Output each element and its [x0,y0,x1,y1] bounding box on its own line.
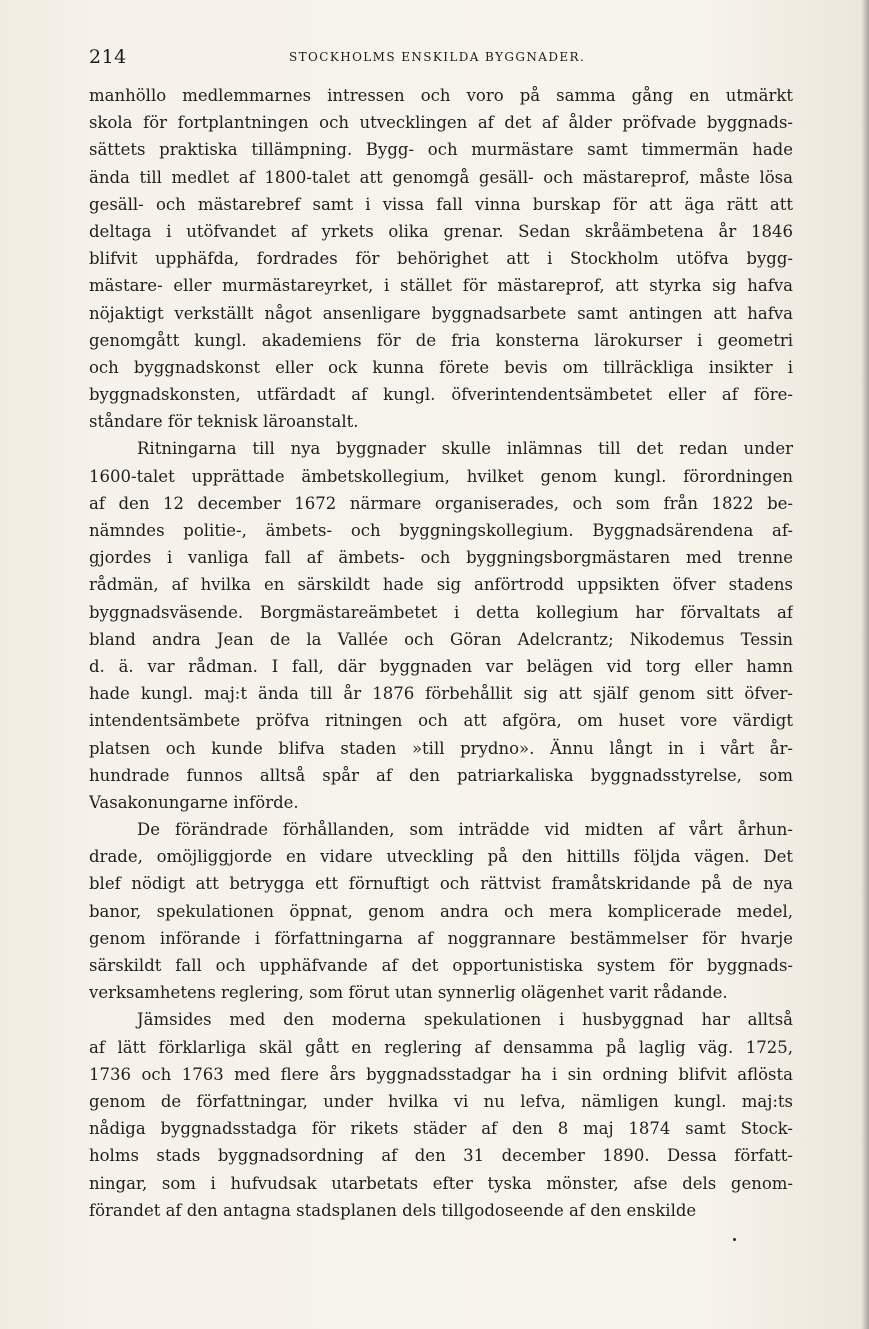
text-line: nämndes politie-, ämbets- och byggningskollegium. Byggnadsärendena af- [89,521,793,540]
text-line: hundrade funnos alltså spår af den patriarkaliska byggnadsstyrelse, som [89,765,793,785]
text-line: holms stads byggnadsordning af den 31 december 1890. Dessa författ- [89,1146,793,1166]
running-title: STOCKHOLMS ENSKILDA BYGGNADER. [289,50,586,64]
paragraph [89,816,793,1006]
text-line: verksamhetens reglering, som förut utan synnerlig olägenhet varit rådande. [89,983,728,1003]
text-line: blef nödigt att betrygga ett förnuftigt och rättvist framåtskridande på de nya [89,874,793,894]
text-line: särskildt fall och upphäfvande af det opportunistiska system för byggnads- [89,956,793,975]
text-line: bland andra Jean de la Vallée och Göran Adelcrantz; Nikodemus Tessin [89,629,793,649]
text-line: 1600-talet upprättade ämbetskollegium, hvilket genom kungl. förordningen [89,466,793,486]
ink-speck [733,1238,736,1241]
paragraph [89,82,793,435]
paragraph [89,435,793,816]
text-line: skola för fortplantningen och utvecklingen af det af ålder pröfvade byggnads- [89,113,793,133]
text-line: och byggnadskonst eller ock kunna förete bevis om tillräckliga insikter i [89,357,793,377]
text-line: intendentsämbete pröfva ritningen och att afgöra, om huset vore värdigt [89,711,793,731]
page-header [89,46,793,70]
text-line: af den 12 december 1672 närmare organiserades, och som från 1822 be- [89,493,793,513]
text-line: d. ä. var rådman. I fall, där byggnaden var belägen vid torg eller hamn [89,656,793,676]
text-line: Ritningarna till nya byggnader skulle inlämnas till det redan under [137,439,793,459]
text-line: genom de författningar, under hvilka vi nu lefva, nämligen kungl. maj:ts [89,1091,793,1111]
text-line: 1736 och 1763 med flere års byggnadsstadgar ha i sin ordning blifvit aflösta [89,1064,793,1084]
text-line: byggnadskonsten, utfärdadt af kungl. öfverintendentsämbetet eller af före- [89,385,793,405]
text-line: ända till medlet af 1800-talet att genomgå gesäll- och mästareprof, måste lösa [89,167,793,187]
text-line: gjordes i vanliga fall af ämbets- och byggningsborgmästaren med trenne [89,548,793,568]
page-number: 214 [89,46,127,68]
text-line: Jämsides med den moderna spekulationen i husbyggnad har alltså [137,1010,793,1030]
text-line: gesäll- och mästarebref samt i vissa fall vinna burskap för att äga rätt att [89,194,793,214]
text-line: rådmän, af hvilka en särskildt hade sig anförtrodd uppsikten öfver stadens [89,575,793,595]
page-edge-shadow [861,0,869,1329]
text-line: manhöllo medlemmarnes intressen och voro på samma gång en utmärkt [89,86,793,105]
text-line: drade, omöjliggjorde en vidare utveckling på den hittills följda vägen. Det [89,847,793,867]
text-line: genomgått kungl. akademiens för de fria konsterna lärokurser i geometri [89,330,793,350]
text-line: deltaga i utöfvandet af yrkets olika grenar. Sedan skråämbetena år 1846 [89,221,793,241]
text-line: nådiga byggnadsstadga för rikets städer af den 8 maj 1874 samt Stock- [89,1119,793,1139]
text-line: byggnadsväsende. Borgmästareämbetet i detta kollegium har förvaltats af [89,602,793,622]
text-line: förandet af den antagna stadsplanen dels tillgodoseende af den enskilde [89,1200,697,1220]
paragraph [89,1006,793,1224]
text-line: ningar, som i hufvudsak utarbetats efter tyska mönster, afse dels genom- [89,1173,793,1193]
text-line: platsen och kunde blifva staden »till prydno». Ännu långt in i vårt år- [89,738,793,758]
text-line: hade kungl. maj:t ända till år 1876 förbehållit sig att själf genom sitt öfver- [89,684,793,704]
text-line: Vasakonungarne införde. [89,792,299,812]
text-line: De förändrade förhållanden, som inträdde vid midten af vårt århun- [137,820,793,840]
text-line: sättets praktiska tillämpning. Bygg- och murmästare samt timmermän hade [89,140,793,160]
text-line: mästare- eller murmästareyrket, i stället för mästareprof, att styrka sig hafva [89,276,793,296]
text-line: ståndare för teknisk läroanstalt. [89,412,359,432]
text-line: nöjaktigt verkställt något ansenligare byggnadsarbete samt antingen att hafva [89,303,793,323]
text-line: genom införande i författningarna af noggrannare bestämmelser för hvarje [89,928,793,948]
body-text [89,82,793,1224]
text-line: blifvit upphäfda, fordrades för behörighet att i Stockholm utöfva bygg- [89,249,793,269]
text-line: banor, spekulationen öppnat, genom andra och mera komplicerade medel, [89,901,793,921]
text-line: af lätt förklarliga skäl gått en reglering af densamma på laglig väg. 1725, [89,1037,793,1057]
